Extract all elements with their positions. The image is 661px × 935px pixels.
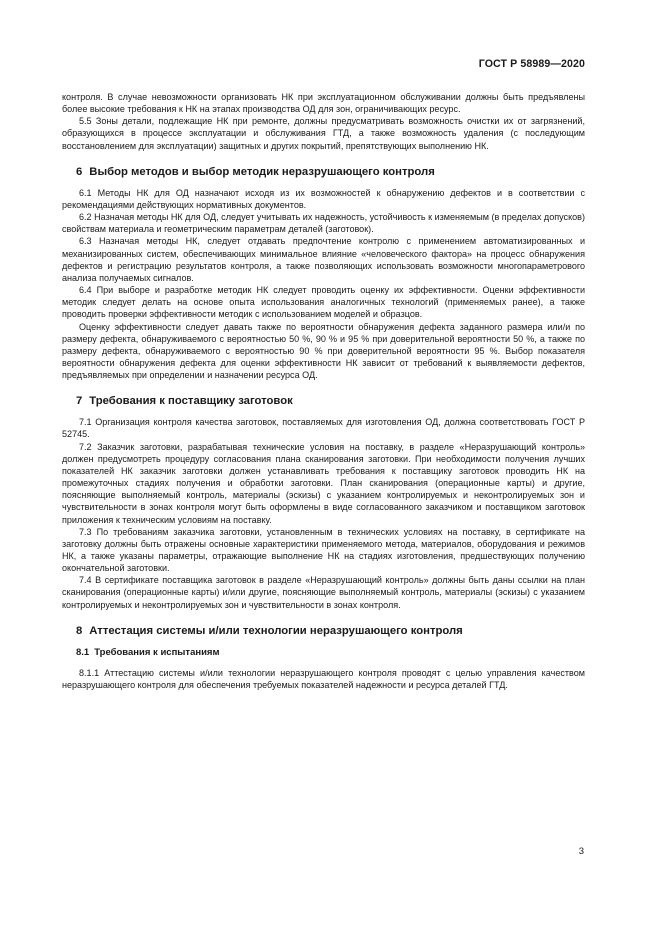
paragraph-7-3: 7.3 По требованиям заказчика заготовки, установленным в технических условиях на поставку, в сертификате на заготовку должны быть отражены основные характеристики применяемого метода, материалов, оборудования и режимов НК, а также указаны параметры, отражающие выполнение НК на стадиях изготовления, предшествующих получению окончательной заготовки. [62,526,585,574]
document-body [62,91,585,691]
section-heading-6 [62,165,585,179]
paragraph: контроля. В случае невозможности организовать НК при эксплуатационном обслуживании должны быть предъявлены более высокие требования к НК на этапах производства ОД для зон, ограничивающих ресурс. [62,92,585,115]
paragraph-6-4-continued: Оценку эффективности следует давать также по вероятности обнаружения дефекта заданного размера или/и по размеру дефекта, обнаруживаемого с вероятностью 50 %, 90 % и 95 % при доверительной вероятности 50 %, а также по размеру дефекта, обнаруживаемого с вероятностью 90 % при доверительной вероятности 95 %. Выбор показателя вероятности обнаружения дефекта для оценки эффективности НК зависит от требований к выявляемости дефектов, предъявляемых при определении и назначении ресурса ОД. [62,321,585,381]
section-number: 7 [76,395,83,408]
section-title: Выбор методов и выбор методик неразрушающего контроля [89,165,435,178]
section-title: Требования к поставщику заготовок [89,395,293,408]
subsection-heading-8-1 [62,647,585,659]
paragraph-6-4: 6.4 При выборе и разработке методик НК следует проводить оценку их эффективности. Оценки эффективности методик следует делать на основе опыта использования аналогичных технологий (применяемых ранее), а также проводить проверки эффективности методик с использованием моделей и образцов. [62,285,585,320]
section-number: 8 [76,624,83,637]
section-title: Аттестация системы и/или технологии неразрушающего контроля [89,624,463,637]
paragraph-6-2: 6.2 Назначая методы НК для ОД, следует учитывать их надежность, устойчивость к изменяемым (в пределах допусков) свойствам материала и геометрическим параметрам деталей (заготовок). [62,212,585,235]
section-number: 6 [76,165,83,178]
subsection-number: 8.1 [76,646,90,658]
paragraph-7-1: 7.1 Организация контроля качества заготовок, поставляемых для изготовления ОД, должна соответствовать ГОСТ Р 52745. [62,417,585,440]
section-heading-8 [62,624,585,638]
paragraph-6-1: 6.1 Методы НК для ОД назначают исходя из их возможностей к обнаружению дефектов и в соответствии с рекомендациями действующих нормативных документов. [62,187,585,210]
paragraph-5-5: 5.5 Зоны детали, подлежащие НК при ремонте, должны предусматривать возможность очистки их от загрязнений, образующихся в процессе эксплуатации и обслуживания ГТД, а также возможность удаления (с последующим восстановлением для эксплуатации) защитных и других покрытий, препятствующих выполнению НК. [62,116,585,151]
subsection-title: Требования к испытаниям [94,646,220,658]
paragraph-6-3: 6.3 Назначая методы НК, следует отдавать предпочтение контролю с применением автоматизированных и механизированных систем, обеспечивающих минимальное влияние «человеческого фактора» на процесс обнаружения дефектов и регистрацию результатов контроля, а также позволяющих использовать возможности многопараметрового анализа получаемых сигналов. [62,236,585,283]
section-heading-7 [62,394,585,408]
paragraph-7-2: 7.2 Заказчик заготовки, разрабатывая технические условия на поставку, в разделе «Неразрушающий контроль» должен предусмотреть процедуру согласования плана сканирования заготовки. При необходимости получения лучших показателей НК заказчик заготовки должен устанавливать требования к поставщику заготовок проводить НК на промежуточных стадиях получения и обработки заготовки. План сканирования (операционные карты) и другие, поясняющие выполняемый контроль, материалы (эскизы) с указанием контролируемых и неконтролируемых зон и чувствительности в зонах контроля могут быть оформлены в виде согласованного заказчиком и поставщиком заготовок приложения к техническим условиям на поставку. [62,441,585,525]
document-standard-id: ГОСТ Р 58989—2020 [478,58,585,70]
paragraph-8-1-1: 8.1.1 Аттестацию системы и/или технологии неразрушающего контроля проводят с целью управления качеством неразрушающего контроля для обеспечения требуемых показателей надежности и ресурса деталей ГТД. [62,667,585,690]
page-number: 3 [578,846,584,857]
paragraph-7-4: 7.4 В сертификате поставщика заготовок в разделе «Неразрушающий контроль» должны быть даны ссылки на план сканирования (операционные карты) и/или другие, поясняющие выполняемый контроль, материалы (эскизы) с указанием контролируемых и неконтролируемых зон и чувствительности в зонах контроля. [62,575,585,610]
